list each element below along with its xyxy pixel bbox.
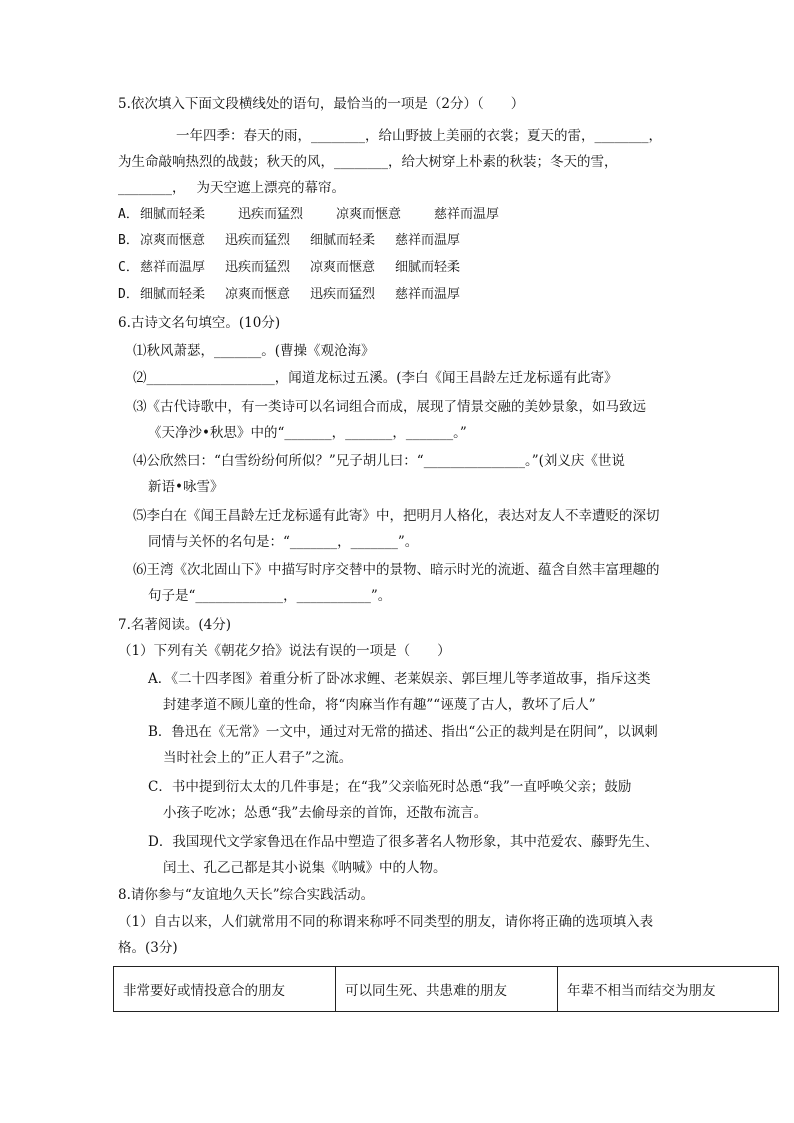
q7-option-a-line-1[interactable]: A．《二十四孝图》着重分析了卧冰求鲤、老莱娱亲、郭巨埋儿等孝道故事，指斥这类 xyxy=(148,671,651,687)
q5-paragraph-line-3: ________， 为天空遮上漂亮的幕帘。 xyxy=(118,180,346,196)
q5-option-item: 细腻而轻柔 xyxy=(395,260,461,275)
table-header-cell: 非常要好或情投意合的朋友 xyxy=(114,967,336,1012)
q5-option-label: C． xyxy=(118,260,139,275)
q5-option-item: 迅疾而猛烈 xyxy=(225,260,291,275)
q5-option-a[interactable] xyxy=(118,206,499,224)
q5-option-item: 慈祥而温厚 xyxy=(395,287,461,302)
table-header-cell: 可以同生死、共患难的朋友 xyxy=(336,967,558,1012)
q5-option-item: 细腻而轻柔 xyxy=(140,207,206,222)
table-header-cell: 年辈不相当而结交为朋友 xyxy=(558,967,779,1012)
q5-option-item: 凉爽而惬意 xyxy=(336,207,402,222)
q5-option-b[interactable] xyxy=(118,232,460,250)
q5-option-item: 迅疾而猛烈 xyxy=(225,233,291,248)
q6-item-3-line-1: ⑶《古代诗歌中，有一类诗可以名词组合而成，展现了情景交融的美妙景象，如马致远 xyxy=(133,399,646,415)
q5-option-c[interactable] xyxy=(118,259,460,277)
q5-option-item: 慈祥而温厚 xyxy=(140,260,206,275)
friend-types-table xyxy=(113,966,779,1012)
q5-paragraph-line-2: 为生命敲响热烈的战鼓；秋天的风，________，给大树穿上朴素的秋装；冬天的雪， xyxy=(118,154,618,170)
q5-option-item: 细腻而轻柔 xyxy=(140,287,206,302)
q5-title: 5.依次填入下面文段横线处的语句，最恰当的一项是（2分）（ ） xyxy=(118,96,525,112)
q5-option-item: 慈祥而温厚 xyxy=(395,233,461,248)
q6-item-4-line-2: 新语•咏雪》 xyxy=(148,479,224,495)
table-row xyxy=(114,967,779,1012)
q7-option-c-line-1[interactable]: C．书中提到衍太太的几件事是；在“我”父亲临死时怂恿“我”一直呼唤父亲；鼓励 xyxy=(148,779,632,795)
q7-option-d-line-2: 闰土、孔乙己都是其小说集《呐喊》中的人物。 xyxy=(163,860,447,876)
q5-option-label: D． xyxy=(118,287,139,302)
q6-item-6-line-1: ⑹王湾《次北固山下》中描写时序交替中的景物、暗示时光的流逝、蕴含自然丰富理趣的 xyxy=(133,562,660,578)
q5-option-label: A． xyxy=(118,207,139,222)
q7-option-d-line-1[interactable]: D．我国现代文学家鲁迅在作品中塑造了很多著名人物形象，其中范爱农、藤野先生、 xyxy=(148,834,659,850)
q6-item-1: ⑴秋风萧瑟，_______。(曹操《观沧海》 xyxy=(133,343,375,359)
q5-option-label: B． xyxy=(118,233,139,248)
q7-option-a-line-2: 封建孝道不顾儿童的性命，将“肉麻当作有趣”“诬蔑了古人，教坏了后人” xyxy=(163,697,596,713)
q5-paragraph-line-1: 一年四季：春天的雨，________，给山野披上美丽的衣裳；夏天的雷，________， xyxy=(176,128,662,144)
q5-option-item: 细腻而轻柔 xyxy=(310,233,376,248)
q6-item-3-line-2: 《天净沙•秋思》中的“_______，_______，_______。” xyxy=(148,425,467,441)
q7-option-b-line-2: 当时社会上的”正人君子”之流。 xyxy=(163,750,353,766)
q5-option-item: 慈祥而温厚 xyxy=(434,207,500,222)
q5-option-d[interactable] xyxy=(118,286,460,304)
q5-option-item: 凉爽而惬意 xyxy=(310,260,376,275)
q7-subquestion-1: （1）下列有关《朝花夕拾》说法有误的一项是（ ） xyxy=(118,643,451,659)
q6-title: 6.古诗文名句填空。(10分) xyxy=(118,315,281,331)
q7-title: 7.名著阅读。(4分) xyxy=(118,617,232,633)
q6-item-5-line-1: ⑸李白在《闻王昌龄左迁龙标遥有此寄》中，把明月人格化，表达对友人不幸遭贬的深切 xyxy=(133,508,660,524)
q6-item-2: ⑵___________________，闻道龙标过五溪。(李白《闻王昌龄左迁龙标遥有此寄》 xyxy=(133,370,618,386)
q5-option-item: 迅疾而猛烈 xyxy=(310,287,376,302)
q7-option-b-line-1[interactable]: B．鲁迅在《无常》一文中，通过对无常的描述、指出“公正的裁判是在阴间”，以讽刺 xyxy=(148,724,658,740)
q8-title: 8.请你参与“友谊地久天长”综合实践活动。 xyxy=(118,887,375,903)
q5-option-item: 凉爽而惬意 xyxy=(140,233,206,248)
q6-item-5-line-2: 同情与关怀的名句是：“_______，_______”。 xyxy=(148,534,419,550)
q6-item-6-line-2: 句子是“_____________，___________”。 xyxy=(148,588,392,604)
q7-option-c-line-2: 小孩子吃冰；怂恿“我”去偷母亲的首饰，还散布流言。 xyxy=(163,805,488,821)
q8-subquestion-1-line-2: 格。(3分) xyxy=(118,940,178,956)
q5-option-item: 迅疾而猛烈 xyxy=(238,207,304,222)
q6-item-4-line-1: ⑷公欣然曰：“白雪纷纷何所似？”兄子胡儿曰：“_______________。”(刘义庆《世说 xyxy=(133,453,625,469)
q8-subquestion-1-line-1: （1）自古以来，人们就常用不同的称谓来称呼不同类型的朋友，请你将正确的选项填入表 xyxy=(118,914,654,930)
q5-option-item: 凉爽而惬意 xyxy=(225,287,291,302)
